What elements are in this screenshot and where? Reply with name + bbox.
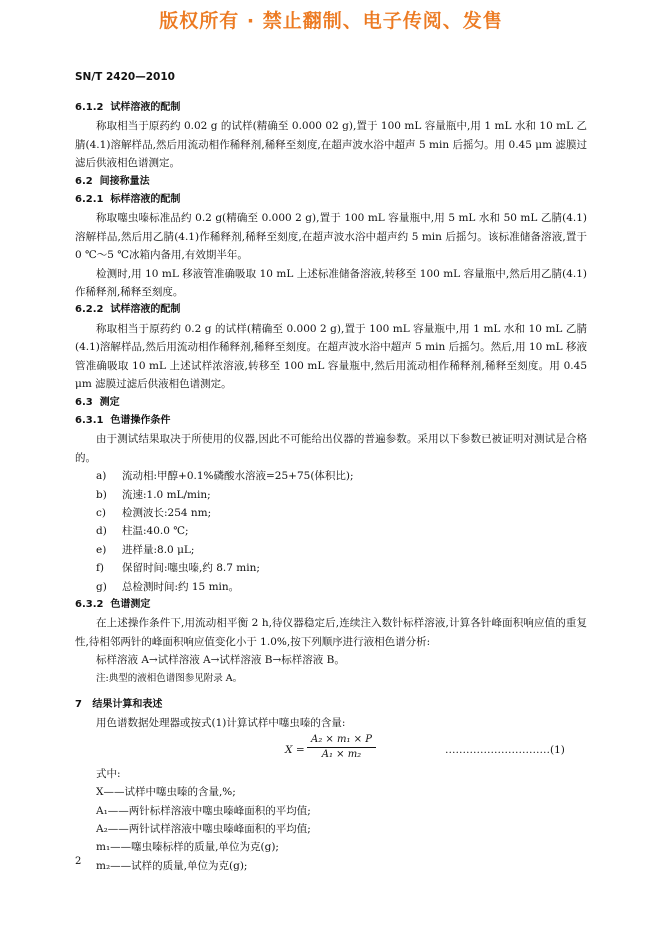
copyright-banner: 版权所有 · 禁止翻制、电子传阅、发售 [159, 10, 503, 32]
where-label: 式中: [96, 767, 121, 780]
formula-1 [75, 733, 587, 765]
list-item [75, 522, 587, 540]
paragraph: 在上述操作条件下,用流动相平衡 2 h,待仪器稳定后,连续注入数针标样溶液,计算各针峰面积响应值的重复性,待相邻两针的峰面积响应值变化小于 1.0%,按下列顺序进行液相色谱分析: [75, 617, 587, 648]
list-item-label: a) [96, 470, 107, 483]
definitions-list [75, 783, 587, 875]
list-item [75, 559, 587, 577]
section-7 [75, 696, 587, 875]
note: 注:典型的液相色谱图参见附录 A。 [96, 672, 243, 684]
section-heading: 6.1.2 试样溶液的配制 [75, 102, 181, 113]
section-heading: 6.2.1 标样溶液的配制 [75, 194, 181, 206]
list-item-text: 流动相:甲醇+0.1%磷酸水溶液=25+75(体积比); [122, 470, 354, 483]
list-item [75, 578, 587, 596]
document-id: SN/T 2420—2010 [75, 71, 175, 83]
list-item [75, 467, 587, 485]
list-item [75, 541, 587, 559]
paragraph: 称取噻虫嗪标准品约 0.2 g(精确至 0.000 2 g),置于 100 mL 容量瓶中,用 5 mL 水和 50 mL 乙腈(4.1)溶解样品,然后用乙腈(4.1)作稀释剂,稀释至刻度,在超声波水浴中超声约 5 min 后摇匀。该标准储备溶液,置于 0 ℃～5 ℃冰箱内备用,有效期半年。 [75, 212, 587, 262]
list-item-text: 总检测时间:约 15 min。 [122, 580, 240, 593]
list-item-label: g) [96, 580, 107, 593]
list-item-text: 检测波长:254 nm; [122, 506, 212, 519]
section-6-blocks [75, 99, 587, 688]
list-item-label: c) [96, 506, 106, 519]
paragraph: 称取相当于原药约 0.2 g 的试样(精确至 0.000 2 g),置于 100 mL 容量瓶中,用 1 mL 水和 10 mL 乙腈(4.1)溶解样品,然后用流动相作稀释剂,稀释至刻度。在超声波水浴中超声 5 min 后摇匀。然后,用 10 mL 移液管准确吸取 10 mL 上述试样浓溶液,转移至 100 mL 容量瓶中,然后用流动相作稀释剂,稀释至刻度。用 0.45 μm 滤膜过滤后供液相色谱测定。 [75, 322, 587, 391]
page-number: 2 [75, 856, 82, 867]
list-item-text: 流速:1.0 mL/min; [122, 488, 211, 501]
section-heading: 6.2.2 试样溶液的配制 [75, 304, 181, 316]
list-item-label: b) [96, 488, 107, 501]
paragraph: 用色谱数据处理器或按式(1)计算试样中噻虫嗪的含量: [96, 717, 346, 730]
list-item [75, 486, 587, 504]
paragraph: 标样溶液 A→试样溶液 A→试样溶液 B→标样溶液 B。 [96, 654, 345, 667]
section-heading: 6.3.1 色谱操作条件 [75, 414, 171, 426]
section-heading: 6.2 间接称量法 [75, 175, 150, 187]
paragraph: 由于测试结果取决于所使用的仪器,因此不可能给出仪器的普遍参数。采用以下参数已被证明对测试是合格的。 [75, 433, 587, 464]
section-heading: 6.3.2 色谱测定 [75, 598, 151, 610]
document-body [75, 99, 587, 875]
list-item-text: 进样量:8.0 μL; [122, 543, 195, 556]
list-item [75, 504, 587, 522]
section-heading: 7 结果计算和表述 [75, 699, 163, 710]
definition-item: X——试样中噻虫嗪的含量,%; [96, 786, 236, 799]
formula-fraction [307, 733, 376, 762]
list-item-label: e) [96, 543, 107, 556]
definition-item: A₁——两针标样溶液中噻虫嗪峰面积的平均值; [96, 804, 311, 817]
paragraph: 检测时,用 10 mL 移液管准确吸取 10 mL 上述标准储备溶液,转移至 100 mL 容量瓶中,然后用乙腈(4.1)作稀释剂,稀释至刻度。 [75, 267, 587, 299]
list-item-label: d) [96, 525, 107, 538]
list-item-label: f) [96, 562, 104, 575]
definition-item: m₁——噻虫嗪标样的质量,单位为克(g); [96, 841, 279, 854]
definition-item: A₂——两针试样溶液中噻虫嗪峰面积的平均值; [96, 823, 311, 836]
list-item-text: 柱温:40.0 ℃; [122, 525, 189, 538]
formula-number: …………………………(1) [445, 743, 565, 756]
list-item-text: 保留时间:噻虫嗪,约 8.7 min; [122, 562, 260, 575]
section-heading: 6.3 测定 [75, 396, 120, 408]
formula-numerator: A₂ × m₁ × P [307, 733, 376, 748]
formula-denominator: A₁ × m₂ [321, 748, 362, 760]
formula-lhs: X = [285, 743, 305, 756]
definition-item: m₂——试样的质量,单位为克(g); [96, 859, 248, 872]
paragraph: 称取相当于原药约 0.02 g 的试样(精确至 0.000 02 g),置于 100 mL 容量瓶中,用 1 mL 水和 10 mL 乙腈(4.1)溶解样品,然后用流动相作稀释剂,稀释至刻度,在超声波水浴中超声 5 min 后摇匀。用 0.45 μm 滤膜过滤后供液相色谱测定。 [75, 120, 587, 170]
